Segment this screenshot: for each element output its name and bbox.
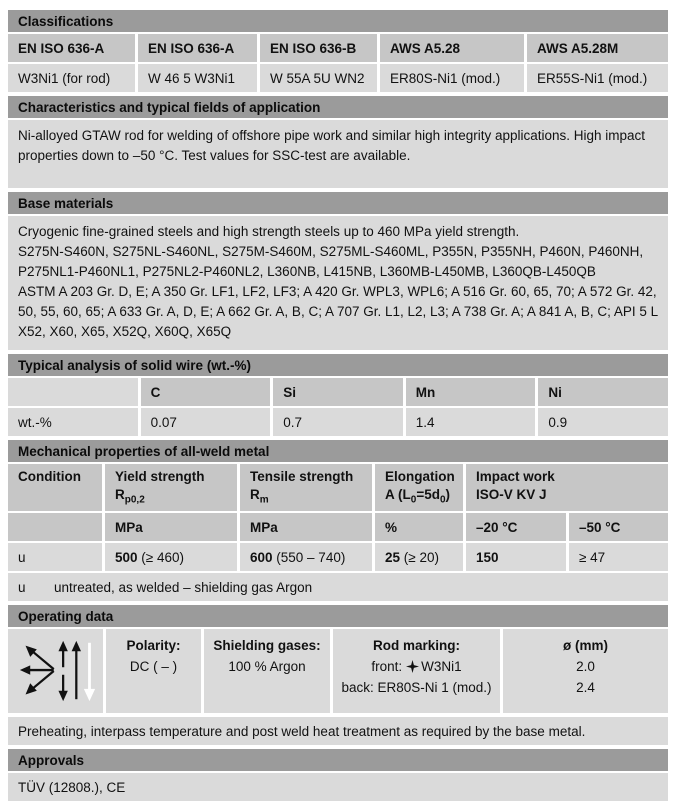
classification-value-cell: W 55A 5U WN2 [260,64,377,92]
classification-value-cell: ER55S-Ni1 (mod.) [527,64,668,92]
section-header-mechanical [8,440,668,462]
mech-units-empty-cell [8,513,102,541]
section-title: Characteristics and typical fields of application [18,99,321,115]
polarity-label: Polarity: [126,638,181,653]
mech-units-yield: MPa [105,513,237,541]
base-materials-paragraph: ASTM A 203 Gr. D, E; A 350 Gr. LF1, LF2, LF3; A 420 Gr. WPL3, WPL6; A 516 Gr. 60, 65, 70; A 572 Gr. 42, 50, 55, 60, 65; A 633 Gr. A, D, E; A 662 Gr. A, B, C; A 707 Gr. L1, L2, L3; A 738 Gr. A; A 841 A, B, C; API 5 L X52, X60, X65, X52Q, X60Q, X65Q [18,284,658,339]
section-title: Base materials [18,195,114,211]
mech-units-elongation: % [375,513,463,541]
section-header-approvals [8,749,668,771]
classification-header-cell: AWS A5.28M [527,34,668,62]
analysis-header-cell: Ni [538,378,668,406]
section-title: Typical analysis of solid wire (wt.-%) [18,357,252,373]
classification-header-cell: EN ISO 636-A [8,34,135,62]
section-header-base-materials [8,192,668,214]
rod-marking-back: back: ER80S-Ni 1 (mod.) [341,680,492,695]
shielding-gases-cell [204,629,330,713]
mech-header-yield: Yield strength $R_{p0,2}$ [105,464,237,511]
mech-units-impact-minus50: –50 °C [569,513,668,541]
classification-value-cell: W 46 5 W3Ni1 [138,64,257,92]
classification-value-cell: ER80S-Ni1 (mod.) [380,64,524,92]
section-header-classifications [8,10,668,32]
diameter-cell [503,629,668,713]
approvals-row [8,773,668,801]
welding-positions-cell [8,629,103,713]
analysis-table [8,378,668,436]
footnote-symbol: u [18,579,26,595]
section-header-operating [8,605,668,627]
analysis-header-cell: Si [273,378,403,406]
mech-row-tensile: 600 (550 – 740) [240,543,372,571]
section-header-characteristics [8,96,668,118]
diameter-label: ø (mm) [563,638,608,653]
shielding-gases-value: 100 % Argon [228,659,306,674]
footnote-text: untreated, as welded – shielding gas Argon [54,579,313,595]
rod-marking-cell [333,629,500,713]
mech-row-elongation: 25 (≥ 20) [375,543,463,571]
analysis-value-cell: 1.4 [406,408,536,436]
section-title: Approvals [18,752,85,768]
operating-table [8,629,668,713]
analysis-value-cell: 0.07 [141,408,271,436]
mech-row-condition: u [8,543,102,571]
welding-positions-icon [18,637,97,705]
preheating-note-text: Preheating, interpass temperature and post weld heat treatment as required by the base metal. [18,723,586,739]
analysis-value-cell: 0.7 [273,408,403,436]
mech-row-impact-minus50: ≥ 47 [569,543,668,571]
mech-header-impact: Impact work ISO-V KV J [466,464,668,511]
base-materials-paragraph: Cryogenic fine-grained steels and high strength steels up to 460 MPa yield strength. [18,224,520,239]
polarity-cell [106,629,201,713]
mech-row-impact-minus20: 150 [466,543,566,571]
rod-marking-label: Rod marking: [372,638,460,653]
cross-marking-icon [406,660,419,673]
classification-header-cell: EN ISO 636-B [260,34,377,62]
analysis-value-cell: 0.9 [538,408,668,436]
section-header-analysis [8,354,668,376]
classification-header-cell: EN ISO 636-A [138,34,257,62]
characteristics-text: Ni-alloyed GTAW rod for welding of offshore pipe work and similar high integrity applications. High impact properties down to –50 °C. Test values for SSC-test are available. [18,128,646,163]
section-title: Classifications [18,13,114,29]
mech-header-tensile: Tensile strength $R_m$ [240,464,372,511]
analysis-row-label: wt.-% [8,408,138,436]
characteristics-text-block [8,120,668,188]
preheating-note-row [8,717,668,745]
section-title: Mechanical properties of all-weld metal [18,443,270,459]
shielding-gases-label: Shielding gases: [213,638,321,653]
classification-value-cell: W3Ni1 (for rod) [8,64,135,92]
base-materials-paragraph: S275N-S460N, S275NL-S460NL, S275M-S460M, S275ML-S460ML, P355N, P355NH, P460N, P460NH, P275NL1-P460NL1, P275NL2-P460NL2, L360NB, L415NB, L360MB-L450MB, L360QB-L450QB [18,244,644,279]
analysis-header-cell: C [141,378,271,406]
mech-units-impact-minus20: –20 °C [466,513,566,541]
polarity-value: DC ( – ) [129,659,178,674]
mech-header-condition: Condition [8,464,102,511]
diameter-value: 2.0 [576,659,595,674]
analysis-corner-cell [8,378,138,406]
diameter-value: 2.4 [576,680,595,695]
mech-row-yield: 500 (≥ 460) [105,543,237,571]
mech-footnote [8,573,668,601]
section-title: Operating data [18,608,114,624]
rod-marking-front: front: W3Ni1 [371,659,462,674]
approvals-text: TÜV (12808.), CE [18,779,126,795]
classification-header-cell: AWS A5.28 [380,34,524,62]
analysis-header-cell: Mn [406,378,536,406]
mech-units-tensile: MPa [240,513,372,541]
mech-header-elongation: Elongation A $(L_0=5d_0)$ [375,464,463,511]
mechanical-table [8,464,668,601]
classifications-table [8,34,668,92]
base-materials-text-block [8,216,668,350]
